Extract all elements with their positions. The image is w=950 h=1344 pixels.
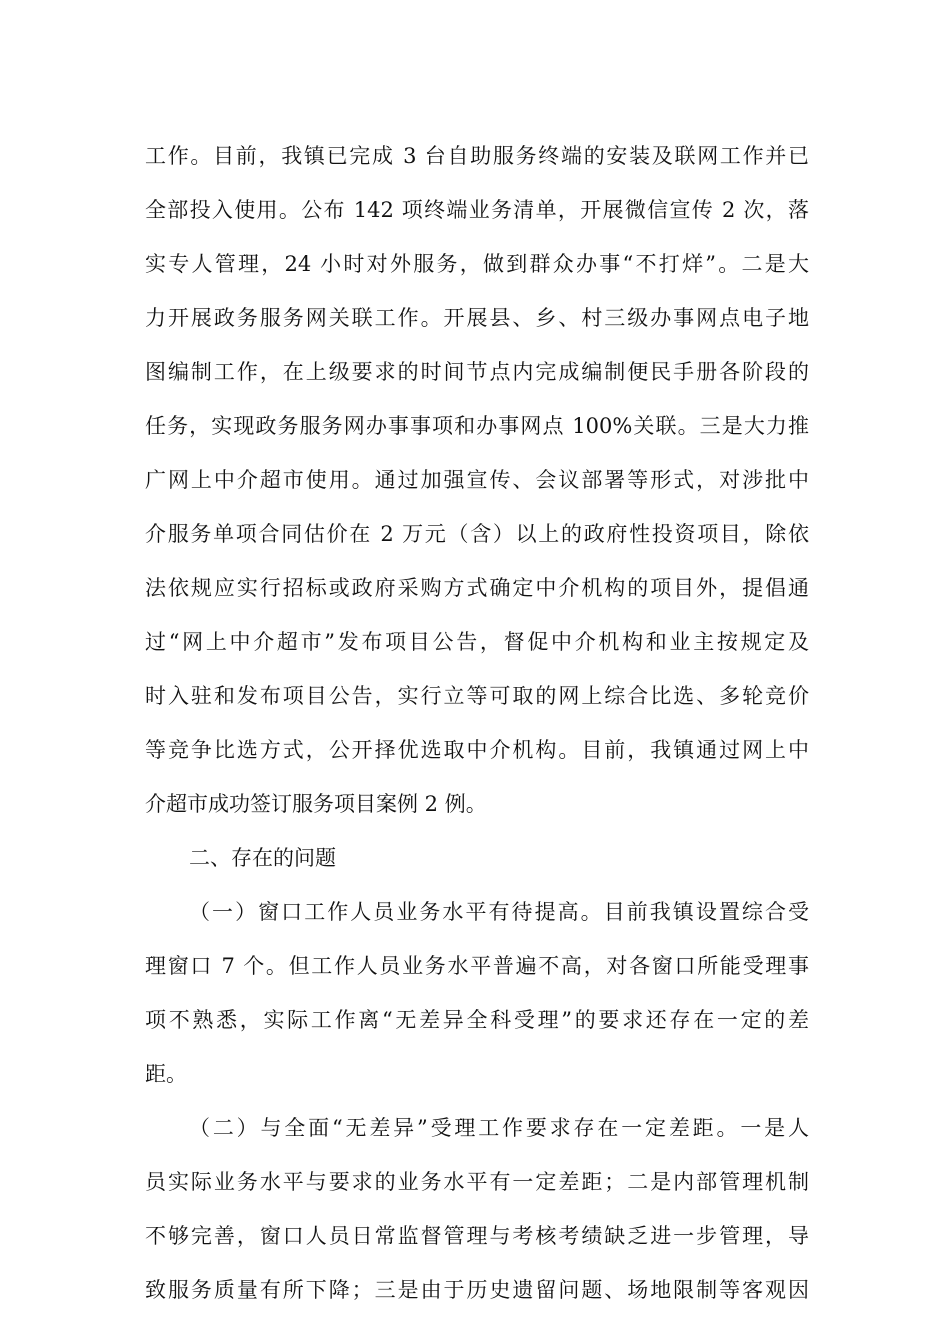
text-line: 理窗口 7 个。但工作人员业务水平普遍不高，对各窗口所能受理事 (145, 954, 809, 978)
text-line: 不够完善，窗口人员日常监督管理与考核考绩缺乏进一步管理，导 (145, 1224, 809, 1248)
text-line: 介超市成功签订服务项目案例 2 例。 (145, 792, 487, 816)
text-line: 工作。目前，我镇已完成 3 台自助服务终端的安装及联网工作并已 (145, 144, 809, 168)
paragraph-1 (145, 129, 809, 831)
text-line: （一）窗口工作人员业务水平有待提高。目前我镇设置综合受 (189, 900, 809, 924)
text-line: 距。 (145, 1062, 187, 1086)
text-line: 致服务质量有所下降；三是由于历史遗留问题、场地限制等客观因 (145, 1278, 809, 1302)
paragraph-2 (145, 885, 809, 1101)
text-line: 过“网上中介超市”发布项目公告，督促中介机构和业主按规定及 (145, 630, 809, 654)
section-heading: 二、存在的问题 (189, 846, 336, 870)
text-line: 时入驻和发布项目公告，实行立等可取的网上综合比选、多轮竞价 (145, 684, 809, 708)
text-line: 全部投入使用。公布 142 项终端业务清单，开展微信宣传 2 次，落 (145, 198, 809, 222)
text-line: 法依规应实行招标或政府采购方式确定中介机构的项目外，提倡通 (145, 576, 809, 600)
text-line: 实专人管理，24 小时对外服务，做到群众办事“不打烊”。二是大 (145, 252, 809, 276)
text-line: （二）与全面“无差异”受理工作要求存在一定差距。一是人 (189, 1116, 809, 1140)
paragraph-3 (145, 1101, 809, 1317)
document-body (145, 129, 809, 1317)
text-line: 力开展政务服务网关联工作。开展县、乡、村三级办事网点电子地 (145, 306, 809, 330)
text-line: 广网上中介超市使用。通过加强宣传、会议部署等形式，对涉批中 (145, 468, 809, 492)
text-line: 等竞争比选方式，公开择优选取中介机构。目前，我镇通过网上中 (145, 738, 809, 762)
text-line: 介服务单项合同估价在 2 万元（含）以上的政府性投资项目，除依 (145, 522, 809, 546)
text-line: 图编制工作，在上级要求的时间节点内完成编制便民手册各阶段的 (145, 360, 809, 384)
text-line: 任务，实现政务服务网办事事项和办事网点 100%关联。三是大力推 (145, 414, 809, 438)
text-line: 员实际业务水平与要求的业务水平有一定差距；二是内部管理机制 (145, 1170, 809, 1194)
text-line: 项不熟悉，实际工作离“无差异全科受理”的要求还存在一定的差 (145, 1008, 809, 1032)
